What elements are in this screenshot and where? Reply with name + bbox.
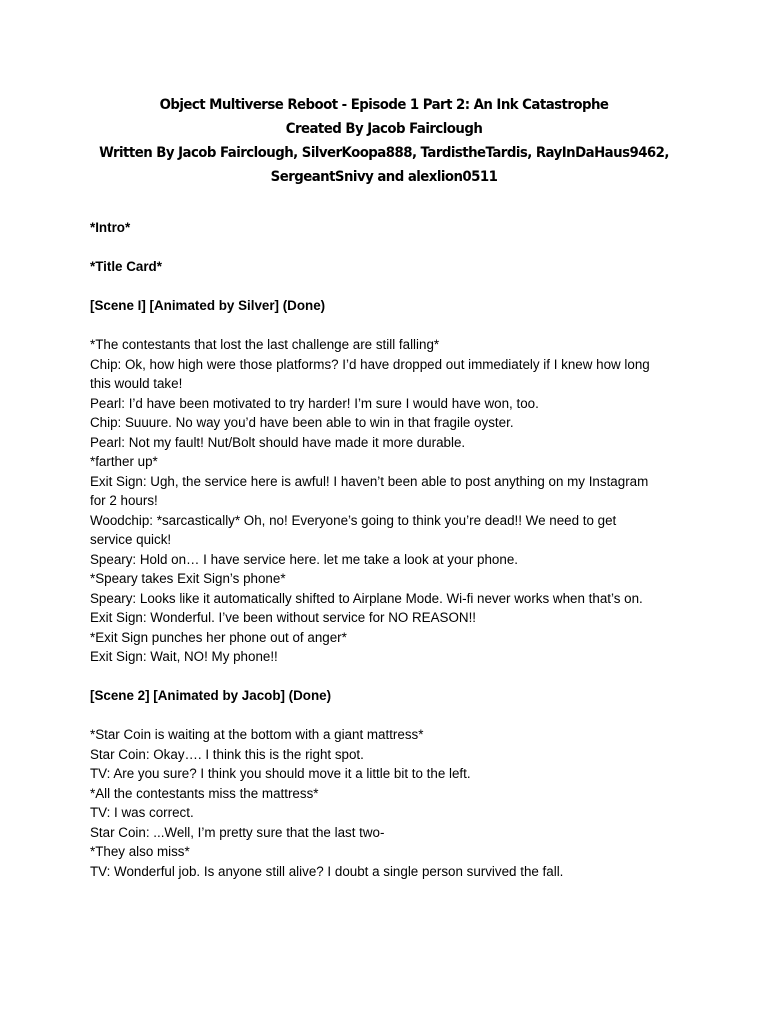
episode-title: Object Multiverse Reboot - Episode 1 Part 2: An Ink Catastrophe: [159, 97, 609, 113]
title-card-label: *Title Card*: [90, 259, 162, 274]
scene-1-heading: [Scene I] [Animated by Silver] (Done): [90, 298, 326, 313]
script-line: service quick!: [90, 532, 172, 547]
script-line: *The contestants that lost the last challenge are still falling*: [90, 337, 440, 352]
script-line: Exit Sign: Wait, NO! My phone!!: [90, 649, 278, 664]
script-line: this would take!: [90, 376, 183, 391]
script-line: Star Coin: ...Well, I’m pretty sure that the last two-: [90, 824, 385, 840]
script-line: *farther up*: [90, 454, 158, 469]
script-line: Chip: Suuure. No way you’d have been able to win in that fragile oyster.: [90, 415, 514, 430]
scene-2-dialogue: [90, 725, 690, 881]
script-line: Woodchip: *sarcastically* Oh, no! Everyone’s going to think you’re dead!! We need to get: [90, 512, 617, 528]
document-title-block: [68, 93, 701, 189]
scene-1-dialogue: [90, 335, 690, 667]
script-line: for 2 hours!: [90, 493, 158, 508]
script-line: *Speary takes Exit Sign’s phone*: [90, 571, 286, 586]
scene-2-heading: [Scene 2] [Animated by Jacob] (Done): [90, 688, 332, 703]
intro-label: *Intro*: [90, 220, 131, 235]
script-line: Speary: Looks like it automatically shifted to Airplane Mode. Wi-fi never works when that’s on.: [90, 590, 643, 606]
written-by-line-continued: SergeantSnivy and alexlion0511: [270, 169, 498, 185]
script-line: *Exit Sign punches her phone out of anger*: [90, 629, 347, 645]
script-line: Star Coin: Okay…. I think this is the right spot.: [90, 746, 364, 762]
written-by-line: Written By Jacob Fairclough, SilverKoopa888, TardistheTardis, RayInDaHaus9462,: [99, 145, 669, 161]
script-line: Exit Sign: Wonderful. I’ve been without service for NO REASON!!: [90, 610, 477, 625]
script-line: *Star Coin is waiting at the bottom with a giant mattress*: [90, 727, 424, 742]
script-line: *They also miss*: [90, 844, 190, 859]
script-body: [90, 218, 690, 881]
script-line: Speary: Hold on… I have service here. let me take a look at your phone.: [90, 551, 518, 567]
script-line: TV: I was correct.: [90, 805, 194, 820]
created-by-line: Created By Jacob Fairclough: [285, 121, 483, 137]
script-line: *All the contestants miss the mattress*: [90, 785, 319, 801]
script-line: Chip: Ok, how high were those platforms? I’d have dropped out immediately if I knew how long: [90, 356, 650, 372]
script-line: TV: Are you sure? I think you should move it a little bit to the left.: [90, 766, 471, 781]
script-line: Exit Sign: Ugh, the service here is awful! I haven’t been able to post anything on my Instagram: [90, 473, 649, 489]
script-line: TV: Wonderful job. Is anyone still alive? I doubt a single person survived the fall.: [90, 863, 564, 879]
script-line: Pearl: Not my fault! Nut/Bolt should have made it more durable.: [90, 434, 466, 450]
script-line: Pearl: I’d have been motivated to try harder! I’m sure I would have won, too.: [90, 395, 539, 411]
